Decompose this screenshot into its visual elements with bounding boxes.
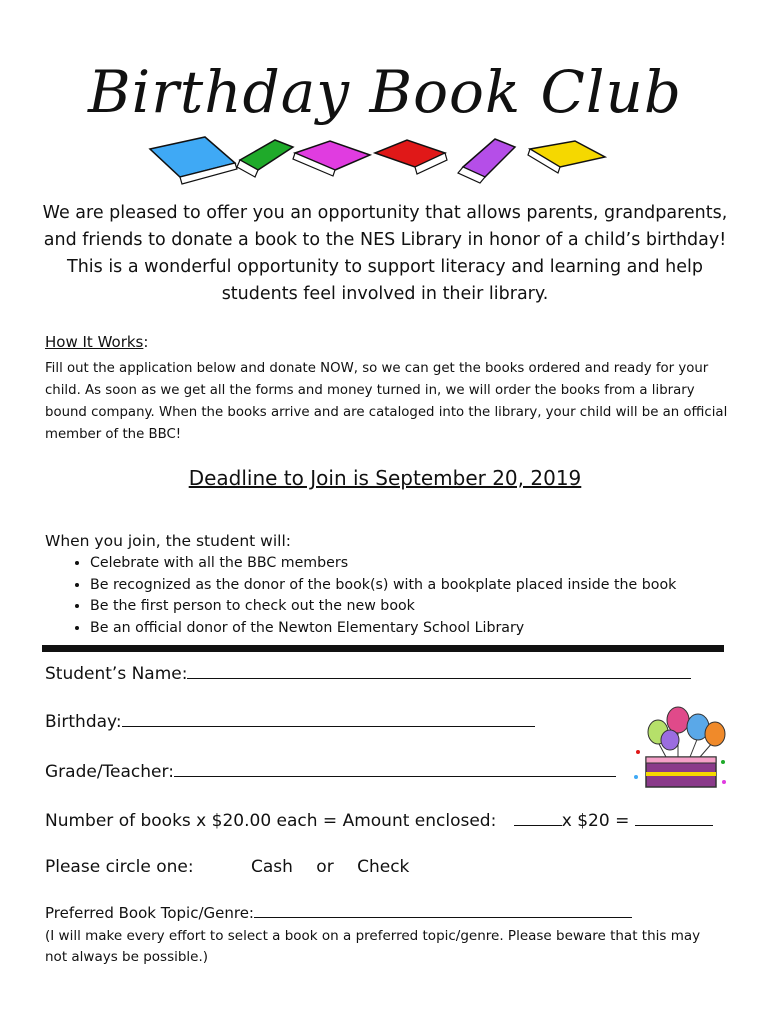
list-item: • Be the first person to check out the new book — [90, 596, 676, 618]
preference-note: (I will make every effort to select a book on a preferred topic/genre. Please beware that this may not always be possible.) — [45, 928, 701, 965]
book-icon — [237, 140, 293, 177]
intro-paragraph: We are pleased to offer you an opportunity that allows parents, grandparents, and friends to donate a book to the NES Library in honor of a child’s birthday! This is a wonderful opportunity to support literacy and learning and help students feel involved in their library. — [42, 203, 728, 304]
book-icon — [528, 141, 605, 173]
how-it-works-colon: : — [143, 333, 149, 351]
student-name-label: Student’s Name: — [45, 664, 188, 684]
number-books-label: Number of books x $20.00 each = Amount enclosed: — [45, 811, 497, 831]
how-it-works-heading — [45, 333, 148, 351]
join-heading: When you join, the student will: — [45, 532, 291, 550]
grade-teacher-field[interactable] — [174, 760, 616, 777]
check-option[interactable]: Check — [357, 857, 410, 877]
deadline-heading: Deadline to Join is September 20, 2019 — [188, 466, 582, 490]
grade-teacher-label: Grade/Teacher: — [45, 762, 174, 782]
books-decoration — [145, 135, 625, 190]
how-it-works-body: Fill out the application below and donate NOW, so we can get the books ordered and ready for your child. As soon as we get all the forms and money turned in, we will order the books from a library bound company. When the books arrive and are cataloged into the library, your child will be an official member of the BBC! — [45, 361, 728, 442]
preferred-topic-field[interactable] — [254, 903, 632, 918]
times-twenty-label: x $20 = — [561, 811, 630, 831]
birthday-row — [45, 710, 535, 732]
benefits-list — [70, 553, 676, 639]
book-icon — [375, 140, 447, 174]
cash-option[interactable]: Cash — [250, 857, 293, 877]
book-icon — [458, 139, 515, 183]
birthday-field[interactable] — [122, 710, 535, 727]
student-name-row — [45, 662, 691, 684]
book-icon — [293, 141, 370, 176]
list-item: • Celebrate with all the BBC members — [90, 553, 676, 575]
preferred-topic-row — [45, 903, 632, 922]
birthday-cake-icon — [628, 702, 728, 792]
list-item: • Be an official donor of the Newton Elementary School Library — [90, 618, 676, 640]
grade-teacher-row — [45, 760, 616, 782]
how-it-works-label: How It Works — [45, 333, 144, 351]
page-title: Birthday Book Club — [88, 58, 682, 126]
list-item: • Be recognized as the donor of the book(s) with a bookplate placed inside the book — [90, 575, 676, 597]
section-divider — [42, 645, 724, 652]
or-label: or — [316, 857, 334, 877]
number-books-field[interactable] — [514, 809, 562, 826]
birthday-label: Birthday: — [45, 712, 122, 732]
number-books-row — [45, 809, 713, 831]
preferred-topic-label: Preferred Book Topic/Genre: — [45, 904, 254, 922]
payment-row — [45, 857, 409, 877]
student-name-field[interactable] — [187, 662, 691, 679]
circle-one-label: Please circle one: — [45, 857, 194, 877]
amount-enclosed-field[interactable] — [635, 809, 713, 826]
book-icon — [150, 137, 237, 184]
